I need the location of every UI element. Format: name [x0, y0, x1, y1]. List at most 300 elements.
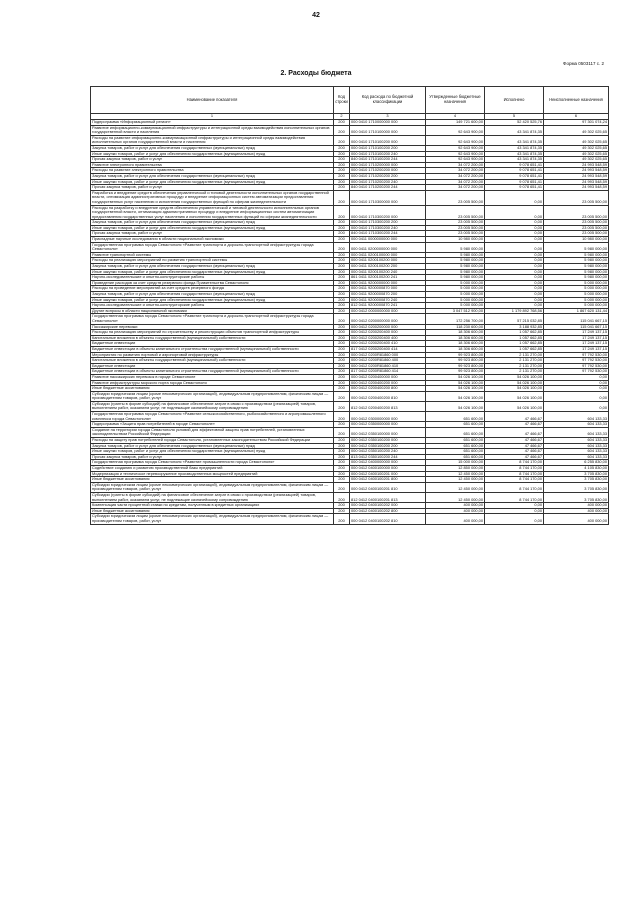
row-name: Закупка товаров, работ и услуг для обеспечения государственных (муниципальных) нужд	[91, 145, 334, 151]
row-executed: 0,00	[485, 205, 544, 220]
header-remaining: Неисполненные назначения	[544, 87, 609, 114]
row-executed: 8 744 170,00	[485, 471, 544, 477]
row-kbk: 817 0412 0200R81860 414	[350, 369, 426, 375]
row-name: Модернизация и техническое перевооружение производственных мощностей предприятий	[91, 471, 334, 477]
row-remaining: 3 705 830,00	[544, 477, 609, 483]
row-executed: 9 078 651,41	[485, 173, 544, 179]
row-line-code: 200	[334, 303, 350, 309]
row-kbk: 000 0412 0400100000 000	[350, 466, 426, 472]
row-executed: 0,00	[485, 280, 544, 286]
row-remaining: 97 301 074,24	[544, 120, 609, 126]
row-executed: 9 078 651,41	[485, 168, 544, 174]
row-executed: 8 744 170,00	[485, 460, 544, 466]
row-kbk: 812 0411 9200000870 241	[350, 303, 426, 309]
row-executed: 0,00	[485, 252, 544, 258]
row-kbk: 000 0412 0200R81860 410	[350, 363, 426, 369]
row-executed: 54 026 100,00	[485, 380, 544, 386]
row-name: Капитальные вложения в объекты государственной (муниципальной) собственности	[91, 335, 334, 341]
row-remaining: 5 980 000,00	[544, 258, 609, 264]
row-line-code: 200	[334, 438, 350, 444]
row-kbk: 000 0412 0200200400 410	[350, 341, 426, 347]
row-line-code: 200	[334, 205, 350, 220]
row-remaining: 24 993 548,59	[544, 185, 609, 191]
row-executed: 0,00	[485, 275, 544, 281]
header-approved: Утвержденные бюджетные назначения	[426, 87, 485, 114]
row-name: Проведение расходов за счет средств резервного фонда Правительства Севастополя	[91, 280, 334, 286]
table-row	[91, 135, 609, 145]
table-row	[91, 391, 609, 401]
section-title: 2. Расходы бюджета	[280, 70, 352, 77]
row-executed: 0,00	[485, 286, 544, 292]
row-kbk: 000 0412 0350100000 000	[350, 427, 426, 437]
row-kbk: 000 0412 0400100201 800	[350, 477, 426, 483]
row-executed: 0,00	[485, 292, 544, 298]
row-line-code: 200	[334, 391, 350, 401]
row-approved: 651 600,00	[426, 449, 485, 455]
row-approved: 54 026 100,00	[426, 386, 485, 392]
header-kbk: Код расхода по бюджетной классификации	[350, 87, 426, 114]
row-remaining: 49 302 025,65	[544, 157, 609, 163]
row-line-code: 200	[334, 358, 350, 364]
row-remaining: 604 133,33	[544, 454, 609, 460]
row-executed: 0,00	[485, 297, 544, 303]
row-name: Иные бюджетные ассигнования	[91, 477, 334, 483]
row-line-code: 200	[334, 292, 350, 298]
row-remaining: 5 000 000,00	[544, 292, 609, 298]
row-name: Расходы на реализацию мероприятий по строительству и реконструкции объектов транспортной инфраструктуры	[91, 330, 334, 336]
row-approved: 5 000 000,00	[426, 297, 485, 303]
row-executed: 1 057 662,85	[485, 335, 544, 341]
row-kbk: 000 0411 0200100200 240	[350, 269, 426, 275]
row-line-code: 200	[334, 297, 350, 303]
table-row	[91, 482, 609, 492]
row-executed: 47 466,67	[485, 449, 544, 455]
row-approved: 10 980 000,00	[426, 237, 485, 243]
row-remaining: 115 041 667,15	[544, 324, 609, 330]
row-kbk: 000 0410 1710300200 240	[350, 225, 426, 231]
row-name: Другие вопросы в области национальной экономики	[91, 308, 334, 314]
row-kbk: 000 0411 0200100000 000	[350, 252, 426, 258]
row-name: Развитие транспортной системы	[91, 252, 334, 258]
row-executed: 9 078 651,41	[485, 162, 544, 168]
row-approved: 400 000,00	[426, 508, 485, 514]
row-kbk: 000 0410 1710300200 200	[350, 220, 426, 226]
row-approved: 5 000 000,00	[426, 280, 485, 286]
row-approved: 92 643 900,00	[426, 125, 485, 135]
row-line-code: 200	[334, 280, 350, 286]
row-remaining: 23 005 500,00	[544, 190, 609, 205]
row-remaining: 10 980 000,00	[544, 237, 609, 243]
row-remaining: 49 302 025,65	[544, 145, 609, 151]
row-line-code: 200	[334, 330, 350, 336]
row-approved: 5 000 000,00	[426, 292, 485, 298]
row-remaining: 97 792 530,00	[544, 369, 609, 375]
row-line-code: 200	[334, 190, 350, 205]
row-executed: 54 026 100,00	[485, 391, 544, 401]
row-kbk: 000 0412 0350100200 240	[350, 449, 426, 455]
row-approved: 54 026 100,00	[426, 380, 485, 386]
row-approved: 651 600,00	[426, 454, 485, 460]
row-line-code: 200	[334, 162, 350, 168]
row-line-code: 200	[334, 346, 350, 352]
row-kbk: 840 0410 1710100200 244	[350, 157, 426, 163]
table-row	[91, 514, 609, 524]
row-name: Расходы на развитие электронного правительства	[91, 168, 334, 174]
row-name: Государственная программа города Севастополя «Развитие сельскохозяйственного, рыбохозяйственного и агропромышленного комплекса города Севастополя»	[91, 412, 334, 422]
row-line-code: 200	[334, 427, 350, 437]
row-name: Расходы на разработку и внедрение средств обеспечения управленческой и типовой деятельности исполнительных органов государственной власти, оптимизация административных процедур и внедрение информационных систем автоматизации предоставления государственных услуг населению и исполнения государственных функций по сферам жизнедеятельности	[91, 205, 334, 220]
row-approved: 18 306 600,00	[426, 330, 485, 336]
row-remaining: 604 133,33	[544, 412, 609, 422]
row-executed: 0,00	[485, 303, 544, 309]
row-name: Иные закупки товаров, работ и услуг для обеспечения государственных (муниципальных) нужд	[91, 179, 334, 185]
row-name: Субсидии (гранты в форме субсидий) на финансовое обеспечение затрат в связи с производством (реализацией) товаров, выполнением работ, оказанием услуг, не подлежащие казначейскому сопровождению	[91, 401, 334, 411]
row-remaining: 5 980 000,00	[544, 242, 609, 252]
row-kbk: 812 0412 0400100201 813	[350, 492, 426, 502]
row-line-code: 200	[334, 185, 350, 191]
row-approved: 5 980 000,00	[426, 252, 485, 258]
row-approved: 12 450 000,00	[426, 477, 485, 483]
row-executed: 43 341 874,35	[485, 157, 544, 163]
row-remaining: 5 980 000,00	[544, 269, 609, 275]
row-name: Расходы на защиту прав потребителей города Севастополя, установленных законодательством Российской Федерации	[91, 438, 334, 444]
row-approved: 18 306 600,00	[426, 335, 485, 341]
row-line-code: 200	[334, 492, 350, 502]
row-kbk: 000 0411 0000000000 000	[350, 237, 426, 243]
row-name: Прочая закупка товаров, работ и услуг	[91, 454, 334, 460]
row-remaining: 604 133,33	[544, 438, 609, 444]
row-name: Создание на территории города Севастополя условий для эффективной защиты прав потребителей, установленных законодательством Российской Федерации	[91, 427, 334, 437]
row-kbk: 000 0412 0000000000 000	[350, 308, 426, 314]
row-approved: 118 230 600,00	[426, 324, 485, 330]
row-remaining: 23 005 500,00	[544, 225, 609, 231]
row-approved: 651 600,00	[426, 438, 485, 444]
row-name: Государственная программа города Севастополя «Развитие транспорта и дорожно-транспортной инфраструктуры города Севастополя»	[91, 314, 334, 324]
row-approved: 12 850 000,00	[426, 466, 485, 472]
row-kbk: 000 0412 0200200400 000	[350, 330, 426, 336]
row-executed: 47 466,67	[485, 412, 544, 422]
row-line-code: 200	[334, 460, 350, 466]
row-line-code: 200	[334, 508, 350, 514]
row-kbk: 000 0412 0200000000 000	[350, 314, 426, 324]
row-remaining: 5 980 000,00	[544, 252, 609, 258]
row-executed: 43 341 874,35	[485, 135, 544, 145]
row-executed: 57 215 032,85	[485, 314, 544, 324]
table-row	[91, 401, 609, 411]
row-kbk: 000 0412 0350100200 200	[350, 443, 426, 449]
row-line-code: 200	[334, 477, 350, 483]
row-kbk: 000 0412 0350000000 000	[350, 422, 426, 428]
row-name: Разработка и внедрение средств обеспечения управленческой и типовой деятельности исполнительных органов государственной власти, оптимизация административных процедур и внедрение информационных систем автоматизации предоставления государственных услуг населению и исполнения государственных функций по сферам жизнедеятельности	[91, 190, 334, 205]
row-remaining: 0,00	[544, 374, 609, 380]
row-kbk: 000 0412 0200400200 000	[350, 380, 426, 386]
row-name: Закупка товаров, работ и услуг для обеспечения государственных (муниципальных) нужд	[91, 220, 334, 226]
row-line-code: 200	[334, 482, 350, 492]
row-kbk: 813 0412 0350100200 244	[350, 454, 426, 460]
row-remaining: 4 105 830,00	[544, 466, 609, 472]
row-executed: 2 131 270,00	[485, 352, 544, 358]
row-kbk: 000 0411 9200000870 000	[350, 286, 426, 292]
row-approved: 34 072 200,00	[426, 162, 485, 168]
row-name: Иные закупки товаров, работ и услуг для обеспечения государственных (муниципальных) нужд	[91, 449, 334, 455]
row-name: Расходы на реализацию мероприятий по развитию транспортной системы	[91, 258, 334, 264]
row-executed: 43 341 874,35	[485, 151, 544, 157]
row-executed: 52 420 525,76	[485, 120, 544, 126]
row-approved: 12 450 000,00	[426, 492, 485, 502]
row-line-code: 200	[334, 125, 350, 135]
row-approved: 5 980 000,00	[426, 269, 485, 275]
row-line-code: 200	[334, 258, 350, 264]
row-approved: 5 000 000,00	[426, 286, 485, 292]
row-name: Иные закупки товаров, работ и услуг для обеспечения государственных (муниципальных) нужд	[91, 225, 334, 231]
row-line-code: 200	[334, 386, 350, 392]
row-name: Субсидии юридическим лицам (кроме некоммерческих организаций), индивидуальным предпринимателям, физическим лицам — производителям товаров, работ, услуг	[91, 482, 334, 492]
row-kbk: 000 0412 0400100202 800	[350, 508, 426, 514]
row-kbk: 000 0412 0400100202 810	[350, 514, 426, 524]
row-remaining: 17 249 137,15	[544, 341, 609, 347]
row-kbk: 000 0411 0200000000 000	[350, 242, 426, 252]
row-remaining: 49 302 025,65	[544, 151, 609, 157]
row-line-code: 200	[334, 454, 350, 460]
row-name: Субсидии юридическим лицам (кроме некоммерческих организаций), индивидуальным предпринимателям, физическим лицам — производителям товаров, работ, услуг	[91, 514, 334, 524]
row-kbk: 000 0412 0200400200 800	[350, 386, 426, 392]
row-executed: 0,00	[485, 258, 544, 264]
row-remaining: 17 249 137,15	[544, 335, 609, 341]
row-line-code: 200	[334, 264, 350, 270]
row-executed: 8 744 170,00	[485, 482, 544, 492]
row-approved: 34 072 200,00	[426, 173, 485, 179]
row-line-code: 200	[334, 231, 350, 237]
row-approved: 54 026 100,00	[426, 374, 485, 380]
row-approved: 18 306 600,00	[426, 346, 485, 352]
row-kbk: 000 0411 0200100200 000	[350, 258, 426, 264]
row-approved: 23 005 500,00	[426, 225, 485, 231]
row-approved: 23 005 500,00	[426, 231, 485, 237]
row-kbk: 000 0412 0200400000 000	[350, 374, 426, 380]
row-name: Компенсация части процентной ставки по кредитам, полученным в кредитных организациях	[91, 503, 334, 509]
row-kbk: 000 0410 1710100200 200	[350, 145, 426, 151]
row-remaining: 0,00	[544, 380, 609, 386]
row-approved: 3 047 512 900,00	[426, 308, 485, 314]
row-name: Иные закупки товаров, работ и услуг для обеспечения государственных (муниципальных) нужд	[91, 269, 334, 275]
row-approved: 18 306 600,00	[426, 341, 485, 347]
row-approved: 99 923 800,00	[426, 363, 485, 369]
column-number: 5	[485, 114, 544, 120]
row-kbk: 000 0410 1710100000 000	[350, 125, 426, 135]
row-kbk: 000 0412 0200R81860 400	[350, 358, 426, 364]
row-remaining: 23 005 500,00	[544, 205, 609, 220]
table-row	[91, 125, 609, 135]
row-line-code: 200	[334, 275, 350, 281]
row-executed: 54 026 100,00	[485, 374, 544, 380]
row-remaining: 5 000 000,00	[544, 280, 609, 286]
row-kbk: 000 0410 1710200200 200	[350, 173, 426, 179]
row-kbk: 000 0411 0200100200 200	[350, 264, 426, 270]
row-line-code: 200	[334, 374, 350, 380]
row-line-code: 200	[334, 380, 350, 386]
row-executed: 1 179 892 768,56	[485, 308, 544, 314]
row-kbk: 000 0411 9200000870 200	[350, 292, 426, 298]
row-remaining: 0,00	[544, 401, 609, 411]
row-kbk: 861 0411 0200100200 241	[350, 275, 426, 281]
row-remaining: 604 133,33	[544, 422, 609, 428]
row-name: Государственная программа города Севастополя «Развитие транспорта и дорожно-транспортной инфраструктуры города Севастополя»	[91, 242, 334, 252]
row-line-code: 200	[334, 471, 350, 477]
row-approved: 400 000,00	[426, 503, 485, 509]
row-remaining: 5 000 000,00	[544, 286, 609, 292]
row-name: Закупка товаров, работ и услуг для обеспечения государственных (муниципальных) нужд	[91, 264, 334, 270]
row-approved: 12 450 000,00	[426, 471, 485, 477]
row-remaining: 5 000 000,00	[544, 303, 609, 309]
row-approved: 5 980 000,00	[426, 258, 485, 264]
row-remaining: 5 980 000,00	[544, 264, 609, 270]
row-executed: 47 466,67	[485, 422, 544, 428]
row-line-code: 200	[334, 237, 350, 243]
row-name: Подпрограмма «Защита прав потребителей в городе Севастополе»	[91, 422, 334, 428]
row-name: Развитие электронного правительства	[91, 162, 334, 168]
row-executed: 0,00	[485, 220, 544, 226]
row-kbk: 840 0410 1710200200 244	[350, 185, 426, 191]
row-kbk: 000 0412 0400100202 000	[350, 503, 426, 509]
row-kbk: 000 0412 0400100201 000	[350, 471, 426, 477]
row-approved: 5 980 000,00	[426, 242, 485, 252]
table-row	[91, 242, 609, 252]
row-remaining: 400 000,00	[544, 503, 609, 509]
row-executed: 54 026 100,00	[485, 386, 544, 392]
row-remaining: 0,00	[544, 386, 609, 392]
row-line-code: 200	[334, 151, 350, 157]
row-remaining: 0,00	[544, 391, 609, 401]
column-number: 2	[334, 114, 350, 120]
row-name: Научно-исследовательские и опытно-конструкторские работы	[91, 303, 334, 309]
row-name: Расходы на проведение мероприятий за счет средств резервного фонда	[91, 286, 334, 292]
row-executed: 8 744 170,00	[485, 492, 544, 502]
row-approved: 54 026 100,00	[426, 391, 485, 401]
row-executed: 8 744 170,00	[485, 477, 544, 483]
row-remaining: 49 302 025,65	[544, 125, 609, 135]
row-line-code: 200	[334, 120, 350, 126]
row-line-code: 200	[334, 173, 350, 179]
row-approved: 92 643 900,00	[426, 135, 485, 145]
row-line-code: 200	[334, 168, 350, 174]
row-kbk: 000 0410 1710200200 000	[350, 168, 426, 174]
row-executed: 0,00	[485, 190, 544, 205]
row-kbk: 000 0412 0400000000 000	[350, 460, 426, 466]
row-name: Прочая закупка товаров, работ и услуг	[91, 185, 334, 191]
row-line-code: 200	[334, 503, 350, 509]
row-remaining: 23 005 500,00	[544, 231, 609, 237]
row-kbk: 000 0410 1710300000 000	[350, 190, 426, 205]
row-name: Бюджетные инвестиции	[91, 341, 334, 347]
table-header-row	[91, 87, 609, 114]
row-executed: 47 466,67	[485, 454, 544, 460]
row-name: Прочая закупка товаров, работ и услуг	[91, 231, 334, 237]
header-line-code: Код строки	[334, 87, 350, 114]
row-executed: 43 341 874,35	[485, 125, 544, 135]
row-name: Мероприятия по развитию портовой и аэропортовой инфраструктуры	[91, 352, 334, 358]
row-name: Субсидии юридическим лицам (кроме некоммерческих организаций), индивидуальным предпринимателям, физическим лицам — производителям товаров, работ, услуг	[91, 391, 334, 401]
row-executed: 1 057 662,85	[485, 330, 544, 336]
row-line-code: 200	[334, 145, 350, 151]
row-remaining: 97 792 530,00	[544, 358, 609, 364]
row-kbk: 000 0410 1710100200 240	[350, 151, 426, 157]
row-remaining: 3 705 830,00	[544, 492, 609, 502]
row-line-code: 200	[334, 286, 350, 292]
row-approved: 651 600,00	[426, 427, 485, 437]
row-name: Расходы на развитие информационно-коммуникационной инфраструктуры и интеграционной среды взаимодействия исполнительных органов государственной власти и населения	[91, 135, 334, 145]
row-executed: 2 131 270,00	[485, 363, 544, 369]
row-line-code: 200	[334, 179, 350, 185]
row-kbk: 000 0410 1710200200 240	[350, 179, 426, 185]
row-line-code: 200	[334, 401, 350, 411]
row-kbk: 000 0412 0400100201 810	[350, 482, 426, 492]
row-approved: 651 600,00	[426, 443, 485, 449]
row-approved: 400 000,00	[426, 514, 485, 524]
row-name: Иные бюджетные ассигнования	[91, 386, 334, 392]
row-name: Иные закупки товаров, работ и услуг для обеспечения государственных (муниципальных) нужд	[91, 151, 334, 157]
row-name: Иные закупки товаров, работ и услуг для обеспечения государственных (муниципальных) нужд	[91, 297, 334, 303]
row-approved: 149 721 600,00	[426, 120, 485, 126]
column-number: 1	[91, 114, 334, 120]
row-kbk: 000 0412 0200R81860 000	[350, 352, 426, 358]
row-name: Государственная программа города Севастополя «Развитие промышленности города Севастополя»	[91, 460, 334, 466]
row-line-code: 200	[334, 363, 350, 369]
row-approved: 23 005 500,00	[426, 205, 485, 220]
row-remaining: 3 705 830,00	[544, 482, 609, 492]
row-line-code: 200	[334, 252, 350, 258]
form-code: Форма 0503117 с. 2	[563, 61, 604, 66]
row-remaining: 24 993 548,59	[544, 162, 609, 168]
row-line-code: 200	[334, 341, 350, 347]
row-executed: 0,00	[485, 242, 544, 252]
row-kbk: 000 0411 9200000870 240	[350, 297, 426, 303]
row-approved: 34 072 200,00	[426, 179, 485, 185]
row-executed: 0,00	[485, 514, 544, 524]
row-kbk: 840 0410 1710300200 244	[350, 231, 426, 237]
column-number: 4	[426, 114, 485, 120]
row-executed: 47 466,67	[485, 443, 544, 449]
row-remaining: 6 255 830,00	[544, 460, 609, 466]
row-remaining: 23 005 500,00	[544, 220, 609, 226]
row-line-code: 200	[334, 225, 350, 231]
row-remaining: 604 133,33	[544, 427, 609, 437]
row-line-code: 200	[334, 308, 350, 314]
column-number: 3	[350, 114, 426, 120]
table-row	[91, 412, 609, 422]
row-executed: 43 341 874,35	[485, 145, 544, 151]
row-name: Содействие созданию и развитию производственной базы предприятий	[91, 466, 334, 472]
row-line-code: 200	[334, 352, 350, 358]
row-line-code: 200	[334, 220, 350, 226]
row-approved: 34 072 200,00	[426, 185, 485, 191]
row-kbk: 000 0412 0350100200 000	[350, 438, 426, 444]
table-row	[91, 205, 609, 220]
row-approved: 99 923 800,00	[426, 352, 485, 358]
row-kbk: 000 0412 0200200000 000	[350, 324, 426, 330]
expenses-table	[90, 86, 609, 525]
row-line-code: 200	[334, 314, 350, 324]
column-number: 6	[544, 114, 609, 120]
row-remaining: 1 867 620 131,44	[544, 308, 609, 314]
table-row	[91, 190, 609, 205]
row-name: Прочая закупка товаров, работ и услуг	[91, 157, 334, 163]
row-approved: 15 000 000,00	[426, 460, 485, 466]
row-name: Развитие пассажирских перевозок в городе Севастополе	[91, 374, 334, 380]
row-line-code: 200	[334, 466, 350, 472]
row-name: Развитие инфраструктуры морского порта города Севастополя	[91, 380, 334, 386]
row-remaining: 97 792 530,00	[544, 363, 609, 369]
row-name: Субсидии (гранты в форме субсидий) на финансовое обеспечение затрат в связи с производством (реализацией) товаров, выполнением работ, оказанием услуг, не подлежащие казначейскому сопровождению	[91, 492, 334, 502]
